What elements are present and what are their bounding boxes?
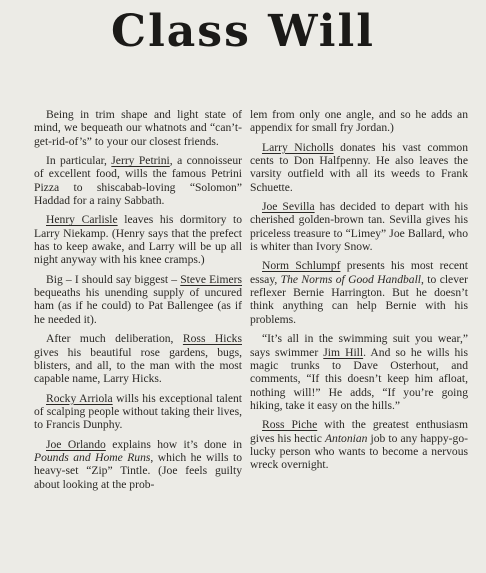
person-name: Ross Hicks — [182, 332, 242, 346]
paragraph — [34, 273, 242, 326]
person-name: Larry Nicholls — [262, 140, 334, 154]
person-name: Jim Hill — [323, 345, 364, 359]
italic-title: Pounds and Home Runs — [34, 450, 151, 464]
paragraph — [250, 200, 468, 253]
person-name: Jerry Petrini — [111, 154, 170, 168]
paragraph-text: has decided to depart with his cherished golden-brown tan. Sevilla gives his priceless treasure to “Limey” Joe Ballard, who is whiter than Ivory Snow. — [250, 200, 468, 254]
paragraph-text: gives his beautiful rose gardens, bugs, blisters, and all, to the man with the most capable name, Larry Hicks. — [34, 345, 242, 386]
paragraph-text: bequeaths his unending supply of uncured ham (as if he could) to Pat Ballengee (as if he needed it). — [34, 286, 242, 326]
paragraph — [34, 438, 242, 491]
paragraph — [250, 259, 468, 326]
paragraph-text: leaves his dormitory to Larry Niekamp. (Henry says that the prefect has to keep awake, and Larry will be up all night anyway with his knee cramps.) — [34, 213, 242, 267]
paragraph — [34, 213, 242, 266]
paragraph-text: donates his vast common cents to Don Halfpenny. He also leaves the varsity outfield with all its weeds to Frank Schuette. — [250, 140, 468, 194]
paragraph-text: , which he wills to heavy-set “Zip” Tintle. (Joe feels guilty about looking at the prob- — [34, 450, 242, 491]
page-title: Class Will — [111, 6, 375, 57]
paragraph-text: lem from only one angle, and so he adds an appendix for small fry Jordan.) — [250, 108, 468, 135]
paragraph-text: Big – I should say biggest – — [46, 272, 181, 286]
person-name: Steve Eimers — [180, 272, 242, 286]
paragraph-text: with the greatest enthusiasm gives his hectic — [250, 418, 468, 445]
paragraph-text: , to clever reflexer Bernie Harrington. But he doesn’t think anything can help Bernie with his problems. — [250, 272, 469, 326]
paragraph — [34, 154, 242, 207]
paragraph-text: presents his most recent essay, — [250, 259, 469, 286]
italic-title: Antonian — [324, 431, 368, 445]
paragraph-text: After much deliberation, — [46, 332, 183, 346]
person-name: Joe Orlando — [46, 437, 106, 451]
paragraph — [250, 141, 468, 194]
paragraph — [34, 332, 242, 385]
person-name: Ross Piche — [262, 418, 318, 432]
right-column — [250, 108, 468, 478]
italic-title: The Norms of Good Handball — [280, 272, 422, 286]
person-name: Joe Sevilla — [262, 200, 315, 214]
paragraph-text: Being in trim shape and light state of mind, we bequeath our whatnots and “can’t-get-rid-of’s” to your our closest friends. — [34, 108, 242, 148]
paragraph-text: “It’s all in the swimming suit you wear,” says swimmer — [250, 332, 468, 359]
paragraph-text: . And so he wills his magic trunks to Dave Osterhout, and comments, “If this doesn’t keep him afloat, nothing will!” He adds, “If you’re going hiking, take it easy on the hills.” — [250, 345, 468, 412]
paragraph-text: , a connoisseur of excellent food, wills the famous Petrini Pizza to shiscabab-loving “Solomon” Haddad for a rainy Sabbath. — [34, 154, 242, 208]
person-name: Henry Carlisle — [46, 213, 118, 227]
paragraph-text: wills his exceptional talent of scalping people without taking their lives, to Francis Dunphy. — [34, 391, 242, 432]
paragraph — [250, 108, 468, 135]
paragraph-text: explains how it’s done in — [105, 437, 242, 451]
paragraph — [34, 108, 242, 148]
person-name: Rocky Arriola — [46, 391, 113, 405]
person-name: Norm Schlumpf — [262, 259, 341, 273]
left-column — [34, 108, 242, 497]
paragraph — [250, 418, 468, 471]
paragraph-text: In particular, — [46, 154, 112, 168]
paragraph-text: job to any happy-go-lucky person who wants to become a nervous wreck overnight. — [250, 431, 469, 472]
paragraph — [34, 392, 242, 432]
paragraph — [250, 332, 468, 412]
